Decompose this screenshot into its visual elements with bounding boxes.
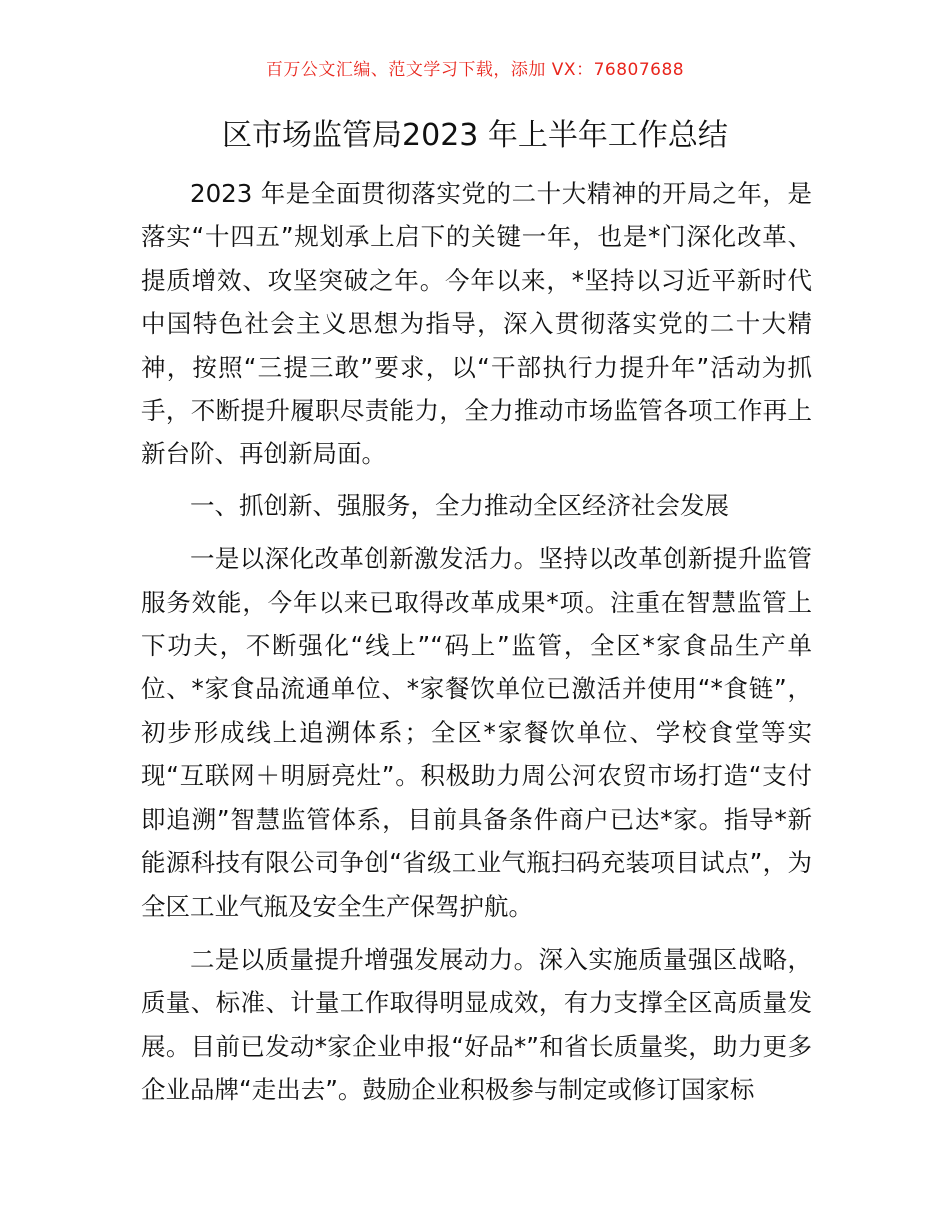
watermark-banner: 百万公文汇编、范文学习下载，添加 VX：76807688 <box>265 60 685 80</box>
body-paragraph-reform: 一是以深化改革创新激发活力。坚持以改革创新提升监管服务效能，今年以来已取得改革成果*项。注重在智慧监管上下功夫，不断强化“线上”“码上”监管，全区*家食品生产单位、*家食品流通单位、*家餐饮单位已激活并使用“*食链”，初步形成线上追溯体系；全区*家餐饮单位、学校食堂等实现“互联网＋明厨亮灶”。积极助力周公河农贸市场打造“支付即追溯”智慧监管体系，目前具备条件商户已达*家。指导*新能源科技有限公司争创“省级工业气瓶扫码充装项目试点”，为全区工业气瓶及安全生产保驾护航。 <box>141 544 812 921</box>
document-body <box>141 172 812 1112</box>
section-heading: 一、抓创新、强服务，全力推动全区经济社会发展 <box>190 490 729 520</box>
document-title: 区市场监管局2023 年上半年工作总结 <box>222 118 728 153</box>
intro-paragraph: 2023 年是全面贯彻落实党的二十大精神的开局之年，是落实“十四五”规划承上启下的关键一年，也是*门深化改革、提质增效、攻坚突破之年。今年以来，*坚持以习近平新时代中国特色社会主义思想为指导，深入贯彻落实党的二十大精神，按照“三提三敢”要求，以“干部执行力提升年”活动为抓手，不断提升履职尽责能力，全力推动市场监管各项工作再上新台阶、再创新局面。 <box>141 179 812 469</box>
body-paragraph-quality: 二是以质量提升增强发展动力。深入实施质量强区战略，质量、标准、计量工作取得明显成效，有力支撑全区高质量发展。目前已发动*家企业申报“好品*”和省长质量奖，助力更多企业品牌“走出去”。鼓励企业积极参与制定或修订国家标 <box>141 944 812 1105</box>
